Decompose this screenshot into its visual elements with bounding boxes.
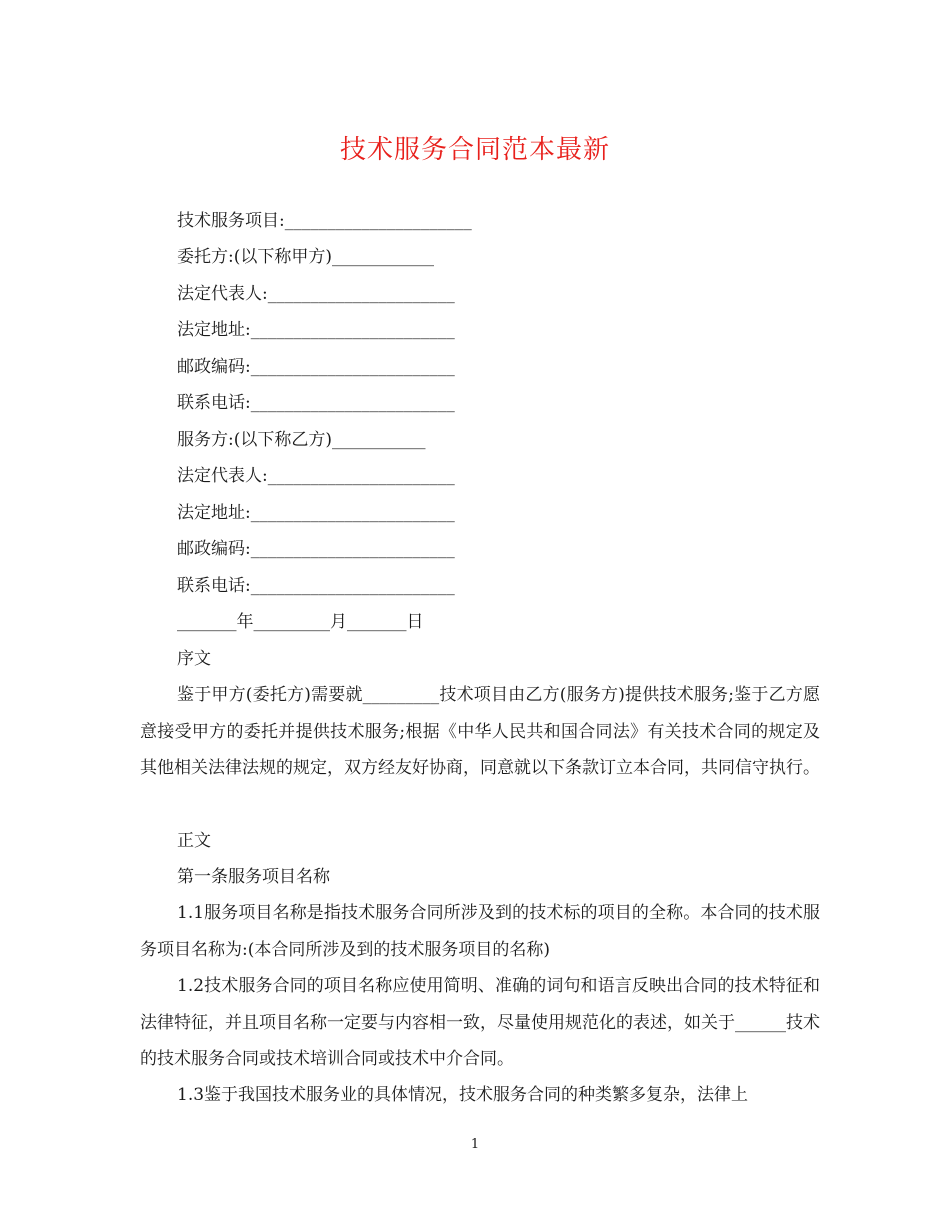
field-service-project: 技术服务项目:______________________ xyxy=(177,211,472,231)
field-client-legal-rep: 法定代表人:______________________ xyxy=(177,284,455,304)
clause-1-1: 1.1服务项目名称是指技术服务合同所涉及到的技术标的项目的全称。本合同的技术服务项目名称为:(本合同所涉及到的技术服务项目的名称) xyxy=(140,903,820,960)
field-client-postcode: 邮政编码:________________________ xyxy=(177,357,455,377)
article1-heading: 第一条服务项目名称 xyxy=(177,867,330,887)
field-client: 委托方:(以下称甲方)____________ xyxy=(177,247,434,267)
preface-heading: 序文 xyxy=(177,649,211,669)
page-number: 1 xyxy=(470,1137,480,1152)
field-client-phone: 联系电话:________________________ xyxy=(177,393,455,413)
clause-1-2: 1.2技术服务合同的项目名称应使用简明、准确的词句和语言反映出合同的技术特征和法律特征，并且项目名称一定要与内容相一致，尽量使用规范化的表述，如关于______技术的技术服务合同或技术培训合同或技术中介合同。 xyxy=(140,976,820,1069)
field-client-address: 法定地址:________________________ xyxy=(177,320,455,340)
field-provider-legal-rep: 法定代表人:______________________ xyxy=(177,466,455,486)
document-title: 技术服务合同范本最新 xyxy=(339,135,610,165)
field-date: _______年_________月_______日 xyxy=(177,612,424,632)
field-provider-phone: 联系电话:________________________ xyxy=(177,576,455,596)
field-provider-address: 法定地址:________________________ xyxy=(177,503,455,523)
field-provider-postcode: 邮政编码:________________________ xyxy=(177,539,455,559)
body-heading: 正文 xyxy=(177,831,211,851)
field-provider: 服务方:(以下称乙方)___________ xyxy=(177,430,426,450)
preface-paragraph: 鉴于甲方(委托方)需要就_________技术项目由乙方(服务方)提供技术服务;鉴于乙方愿意接受甲方的委托并提供技术服务;根据《中华人民共和国合同法》有关技术合同的规定及其他相关法律法规的规定，双方经友好协商，同意就以下条款订立本合同，共同信守执行。 xyxy=(140,685,820,778)
clause-1-3: 1.3鉴于我国技术服务业的具体情况，技术服务合同的种类繁多复杂，法律上 xyxy=(177,1085,749,1105)
